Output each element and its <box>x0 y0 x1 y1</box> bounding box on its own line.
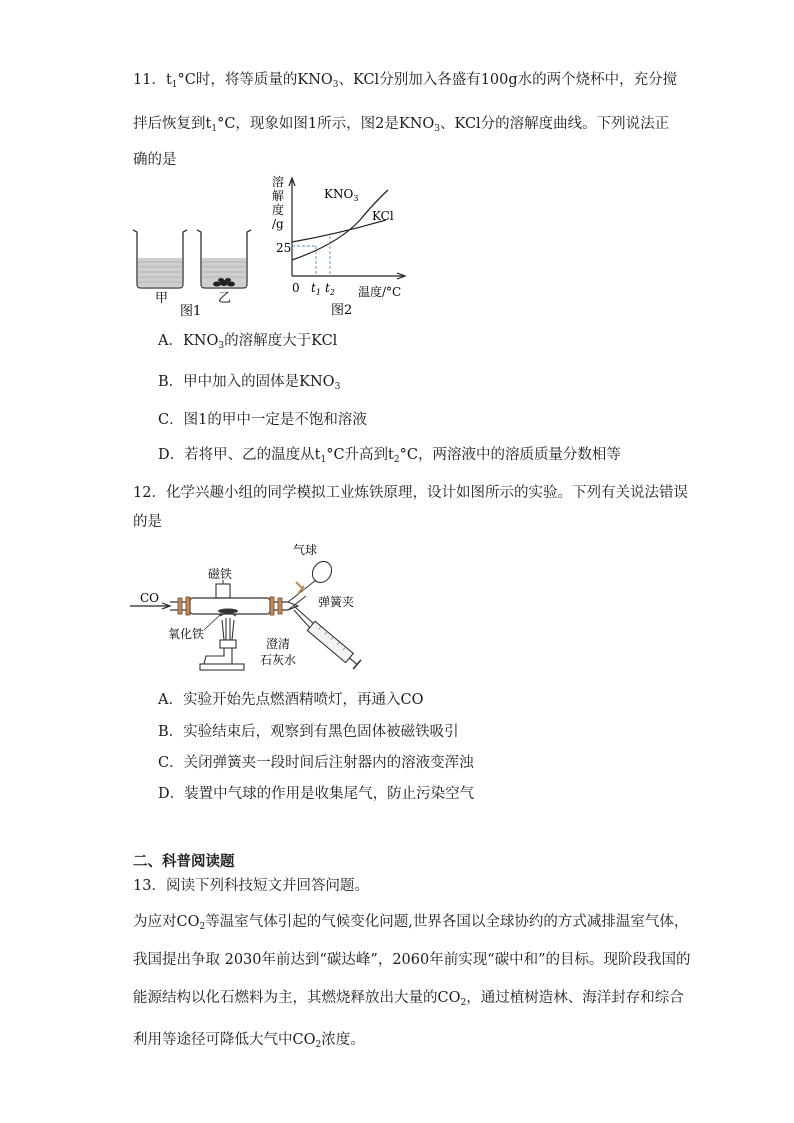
alcohol-burner <box>200 613 244 670</box>
q11-line-1: 11．$t_1^\circ C$时，将等质量的$KNO_3$、KCl分别加入各盛有100g水的两个烧杯中，充分搅 <box>133 72 678 90</box>
svg-text:解: 解 <box>272 189 285 203</box>
limewater-label-1: 澄清 <box>266 637 291 651</box>
q11-option-c[interactable]: C．图1的甲中一定是不饱和溶液 <box>158 412 367 428</box>
q13-paragraph-line-3: 能源结构以化石燃料为主，其燃烧释放出大量的$CO_2$，通过植树造林、海洋封存和综合 <box>133 990 684 1008</box>
x-axis-label: 温度/°C <box>358 285 402 299</box>
figure-1-beakers <box>125 222 265 317</box>
figure-1-caption: 图1 <box>180 304 202 317</box>
beaker-jia-label: 甲 <box>155 291 169 306</box>
figure-2-solubility-chart <box>268 172 418 320</box>
kcl-label: KCl <box>372 209 394 223</box>
kno3-label: $KNO_3$ <box>324 187 359 203</box>
q12-option-d[interactable]: D．装置中气球的作用是收集尾气，防止污染空气 <box>158 786 475 802</box>
iron-oxide-label: 氧化铁 <box>168 627 205 641</box>
q12-option-a[interactable]: A．实验开始先点燃酒精喷灯，再通入CO <box>158 692 424 708</box>
svg-text:度: 度 <box>272 203 285 217</box>
q12-line-2: 的是 <box>133 514 162 530</box>
kcl-curve <box>292 220 386 242</box>
limewater-label-2: 石灰水 <box>260 653 297 667</box>
balloon-label: 气球 <box>293 543 318 557</box>
q12-option-b[interactable]: B．实验结束后，观察到有黑色固体被磁铁吸引 <box>158 724 459 740</box>
q11-line-3: 确的是 <box>133 152 177 168</box>
svg-text:溶: 溶 <box>272 175 285 189</box>
magnet-label: 磁铁 <box>208 567 233 581</box>
q11-option-b[interactable]: B．甲中加入的固体是$KNO_3$ <box>158 374 341 392</box>
q11-line-2: 拌后恢复到$t_1^\circ C$，现象如图1所示，图2是$KNO_3$、KCl分的溶解度曲线。下列说法正 <box>133 116 670 134</box>
q11-option-d[interactable]: D．若将甲、乙的温度从$t_1^\circ C$升高到$t_2^\circ C$，两溶液中的溶质质量分数相等 <box>158 447 621 465</box>
co-label: CO <box>140 591 160 605</box>
section-2-title: 二、科普阅读题 <box>133 853 235 870</box>
figure-iron-smelting-apparatus <box>128 540 368 680</box>
beaker-yi-label: 乙 <box>218 291 232 306</box>
figure-2-caption: 图2 <box>331 303 353 318</box>
q13-prompt: 13．阅读下列科技短文并回答问题。 <box>133 878 369 894</box>
q13-paragraph-line-4: 利用等途径可降低大气中$CO_2$浓度。 <box>133 1032 365 1050</box>
q12-option-c[interactable]: C．关闭弹簧夹一段时间后注射器内的溶液变浑浊 <box>158 755 474 771</box>
svg-text:/g: /g <box>272 217 284 231</box>
t2-label: $t_2$ <box>325 281 335 297</box>
y-value-25: 25 <box>276 241 292 255</box>
q11-option-a[interactable]: A．$KNO_3$的溶解度大于KCl <box>158 333 338 351</box>
q12-line-1: 12．化学兴趣小组的同学模拟工业炼铁原理，设计如图所示的实验。下列有关说法错误 <box>133 485 688 501</box>
spring-clip-label: 弹簧夹 <box>318 595 355 609</box>
q13-paragraph-line-1: 为应对$CO_2$等温室气体引起的气候变化问题,世界各国以全球协约的方式减排温室气体， <box>133 914 689 932</box>
t1-label: $t_1$ <box>311 281 321 297</box>
origin-label: 0 <box>292 281 300 295</box>
q13-paragraph-line-2: 我国提出争取 2030年前达到“碳达峰”，2060年前实现“碳中和”的目标。现阶段我国的 <box>133 952 691 968</box>
